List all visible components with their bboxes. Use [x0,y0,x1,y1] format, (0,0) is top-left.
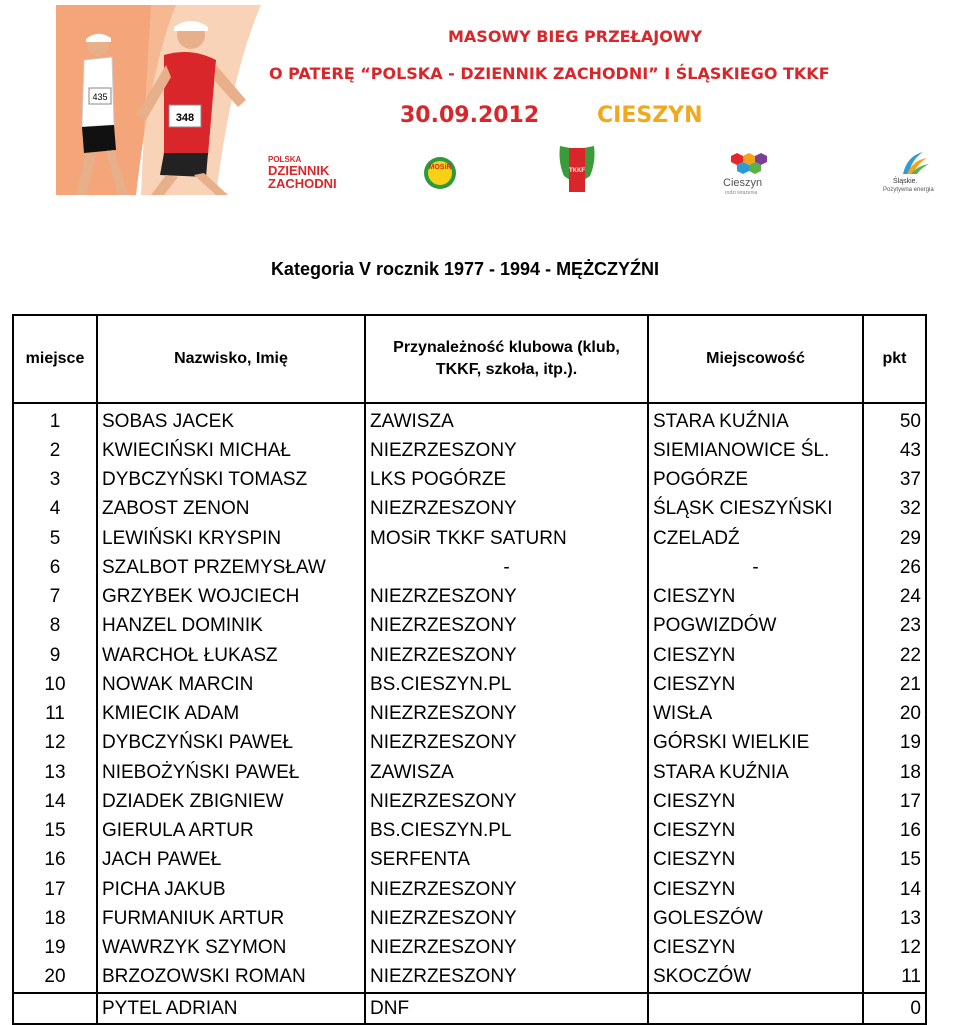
club-cell: NIEZRZESZONY [365,963,648,993]
points-cell: 24 [863,583,926,612]
club-cell: NIEZRZESZONY [365,700,648,729]
table-row [13,758,926,787]
header-city: Miejscowość [648,315,863,403]
table-row [13,934,926,963]
city-cell: STARA KUŹNIA [648,758,863,787]
cieszyn-hexagons-icon [721,152,777,176]
dziennik-logo-line1: POLSKA [268,155,302,164]
club-cell: NIEZRZESZONY [365,583,648,612]
name-cell: SOBAS JACEK [97,403,365,436]
slaskie-logo-caption: Śląskie. [893,178,918,185]
place-cell: 15 [13,817,97,846]
points-cell: 37 [863,466,926,495]
city-cell: WISŁA [648,700,863,729]
city-cell: CZELADŹ [648,524,863,553]
city-cell: GOLESZÓW [648,904,863,933]
club-cell: NIEZRZESZONY [365,934,648,963]
slaskie-logo [881,150,941,198]
points-cell: 29 [863,524,926,553]
city-cell: CIESZYN [648,846,863,875]
points-cell: 14 [863,875,926,904]
event-date: 30.09.2012 [400,103,540,128]
name-cell: PICHA JAKUB [97,875,365,904]
points-cell: 16 [863,817,926,846]
city-cell: GÓRSKI WIELKIE [648,729,863,758]
table-row [13,875,926,904]
table-row [13,612,926,641]
place-cell: 16 [13,846,97,875]
place-cell: 5 [13,524,97,553]
table-row [13,670,926,699]
dziennik-logo-line3: ZACHODNI [268,176,337,191]
cieszyn-logo-slogan: rodzi wrażenia [725,190,758,196]
club-cell: MOSiR TKKF SATURN [365,524,648,553]
event-city: CIESZYN [597,103,703,128]
name-cell: KWIECIŃSKI MICHAŁ [97,436,365,465]
dziennik-logo-line2: DZIENNIK [268,163,330,178]
slaskie-logo-slogan: Pozytywna energia [883,187,934,193]
city-cell: CIESZYN [648,934,863,963]
city-cell: SIEMIANOWICE ŚL. [648,436,863,465]
points-cell: 22 [863,641,926,670]
points-cell: 50 [863,403,926,436]
header-club: Przynależność klubowa (klub, TKKF, szkoła, itp.). [365,315,648,403]
table-row [13,817,926,846]
points-cell: 26 [863,553,926,582]
name-cell: GIERULA ARTUR [97,817,365,846]
table-row [13,436,926,465]
city-cell: CIESZYN [648,583,863,612]
club-cell: BS.CIESZYN.PL [365,670,648,699]
place-cell: 2 [13,436,97,465]
club-cell: BS.CIESZYN.PL [365,817,648,846]
bib-left-number: 435 [92,92,108,102]
table-row [13,729,926,758]
points-cell: 15 [863,846,926,875]
club-cell: NIEZRZESZONY [365,641,648,670]
place-cell: 1 [13,403,97,436]
club-cell: - [365,553,648,582]
name-cell: DYBCZYŃSKI PAWEŁ [97,729,365,758]
place-cell: 12 [13,729,97,758]
name-cell: SZALBOT PRZEMYSŁAW [97,553,365,582]
points-cell: 17 [863,787,926,816]
club-cell: NIEZRZESZONY [365,436,648,465]
place-cell: 8 [13,612,97,641]
place-cell: 7 [13,583,97,612]
name-cell: BRZOZOWSKI ROMAN [97,963,365,993]
place-cell: 11 [13,700,97,729]
city-cell: POGÓRZE [648,466,863,495]
place-cell: 6 [13,553,97,582]
points-cell: 32 [863,495,926,524]
dziennik-zachodni-logo [268,155,343,195]
table-header-row [13,315,926,403]
club-cell: NIEZRZESZONY [365,495,648,524]
place-cell: 10 [13,670,97,699]
city-cell: SKOCZÓW [648,963,863,993]
place-cell: 4 [13,495,97,524]
results-table [12,314,927,1025]
name-cell: WAWRZYK SZYMON [97,934,365,963]
city-cell: STARA KUŹNIA [648,403,863,436]
table-row [13,846,926,875]
header-place: miejsce [13,315,97,403]
city-cell: CIESZYN [648,641,863,670]
city-cell: - [648,553,863,582]
points-cell: 18 [863,758,926,787]
name-cell: LEWIŃSKI KRYSPIN [97,524,365,553]
tkkf-logo [556,142,598,196]
club-cell: NIEZRZESZONY [365,612,648,641]
place-cell: 9 [13,641,97,670]
table-row [13,466,926,495]
club-cell: SERFENTA [365,846,648,875]
points-cell: 20 [863,700,926,729]
name-cell: KMIECIK ADAM [97,700,365,729]
table-row [13,700,926,729]
table-row [13,904,926,933]
tkkf-logo-text: TKKF [569,168,585,174]
cieszyn-logo-caption: Cieszyn [723,177,763,189]
name-cell: NIEBOŻYŃSKI PAWEŁ [97,758,365,787]
header-points: pkt [863,315,926,403]
place-cell [13,993,97,1024]
table-row [13,963,926,993]
place-cell: 14 [13,787,97,816]
place-cell: 3 [13,466,97,495]
results-body [13,403,926,1024]
name-cell: FURMANIUK ARTUR [97,904,365,933]
club-cell: DNF [365,993,648,1024]
city-cell [648,993,863,1024]
table-row [13,403,926,436]
club-cell: LKS POGÓRZE [365,466,648,495]
table-row [13,524,926,553]
mosir-logo-text: MOSiR [428,164,452,171]
city-cell: CIESZYN [648,875,863,904]
points-cell: 13 [863,904,926,933]
name-cell: WARCHOŁ ŁUKASZ [97,641,365,670]
city-cell: POGWIZDÓW [648,612,863,641]
place-cell: 19 [13,934,97,963]
place-cell: 13 [13,758,97,787]
city-cell: ŚLĄSK CIESZYŃSKI [648,495,863,524]
club-cell: ZAWISZA [365,403,648,436]
club-cell: ZAWISZA [365,758,648,787]
name-cell: NOWAK MARCIN [97,670,365,699]
points-cell: 43 [863,436,926,465]
club-cell: NIEZRZESZONY [365,904,648,933]
points-cell: 21 [863,670,926,699]
name-cell: GRZYBEK WOJCIECH [97,583,365,612]
points-cell: 11 [863,963,926,993]
table-row [13,583,926,612]
table-row [13,993,926,1024]
place-cell: 18 [13,904,97,933]
name-cell: ZABOST ZENON [97,495,365,524]
table-row [13,787,926,816]
city-cell: CIESZYN [648,787,863,816]
header-name: Nazwisko, Imię [97,315,365,403]
banner-headline: MASOWY BIEG PRZEŁAJOWY [448,27,703,46]
table-row [13,553,926,582]
club-cell: NIEZRZESZONY [365,875,648,904]
club-cell: NIEZRZESZONY [365,729,648,758]
name-cell: JACH PAWEŁ [97,846,365,875]
name-cell: HANZEL DOMINIK [97,612,365,641]
name-cell: DZIADEK ZBIGNIEW [97,787,365,816]
place-cell: 20 [13,963,97,993]
mosir-logo [423,153,457,193]
bib-right-number: 348 [175,112,195,124]
city-cell: CIESZYN [648,817,863,846]
points-cell: 23 [863,612,926,641]
city-cell: CIESZYN [648,670,863,699]
banner-subheadline: O PATERĘ “POLSKA - DZIENNIK ZACHODNI” I ŚLĄSKIEGO TKKF [269,64,830,83]
points-cell: 19 [863,729,926,758]
category-title: Kategoria V rocznik 1977 - 1994 - MĘŻCZYŹNI [270,259,660,279]
slaskie-swoosh-icon [881,150,941,178]
event-banner [56,5,956,200]
cieszyn-logo [721,152,777,198]
points-cell: 12 [863,934,926,963]
runners-illustration [56,5,261,195]
table-row [13,495,926,524]
name-cell: DYBCZYŃSKI TOMASZ [97,466,365,495]
name-cell: PYTEL ADRIAN [97,993,365,1024]
club-cell: NIEZRZESZONY [365,787,648,816]
place-cell: 17 [13,875,97,904]
table-row [13,641,926,670]
points-cell: 0 [863,993,926,1024]
